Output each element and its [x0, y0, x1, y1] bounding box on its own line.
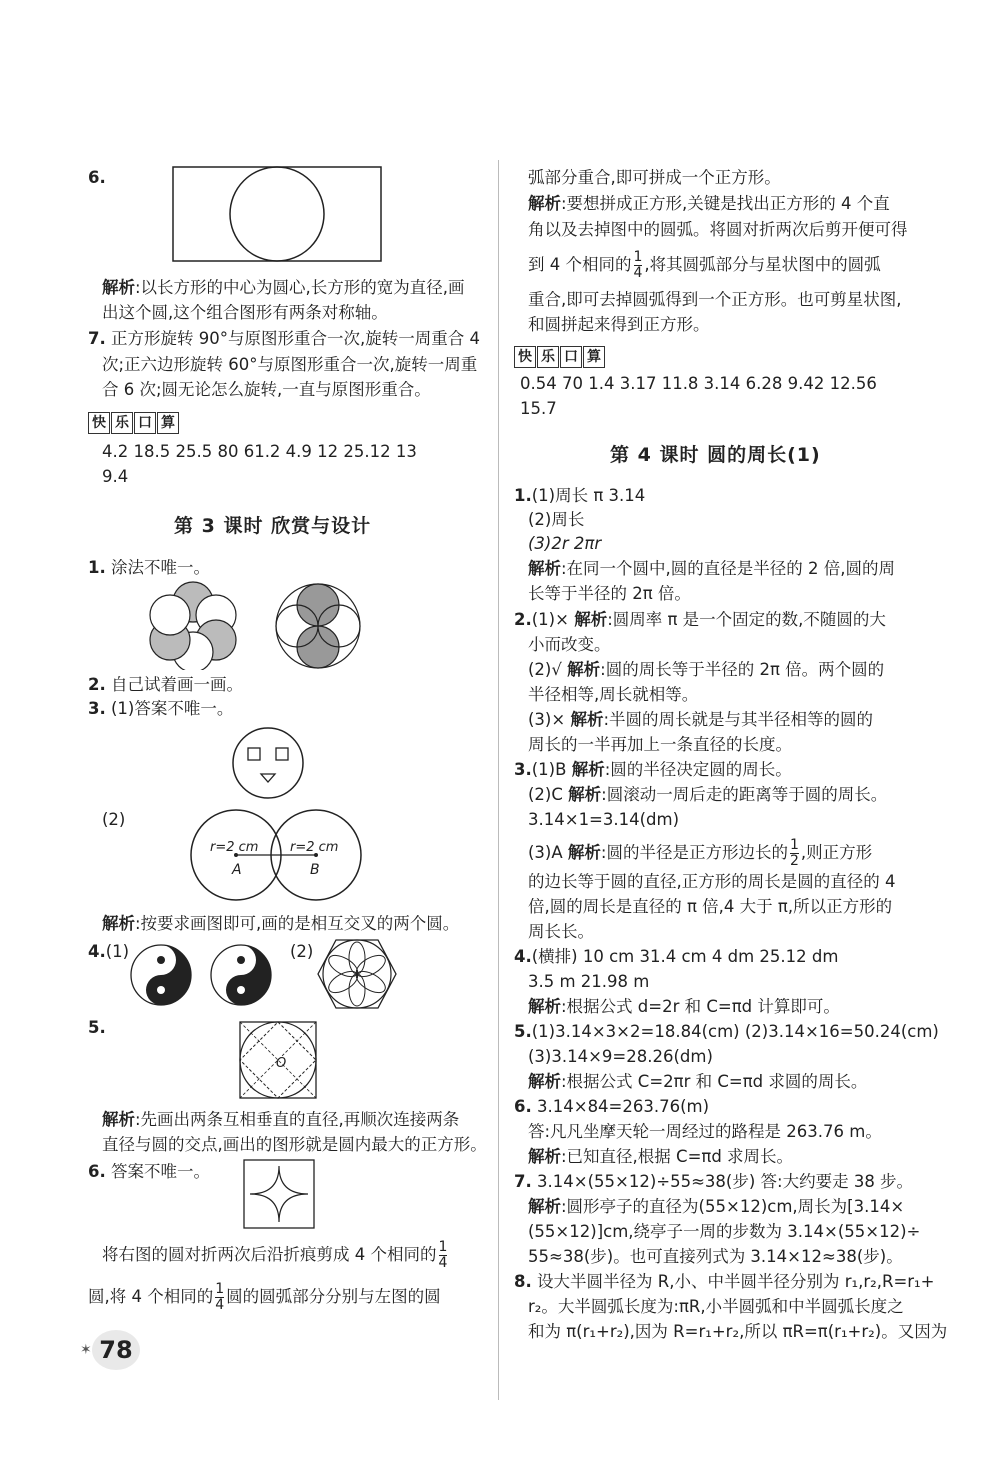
answer-line: 7. 正方形旋转 90°与原图形重合一次,旋转一周重合 4: [88, 329, 480, 348]
analysis-line: 55≈38(步)。也可直接列式为 3.14×12≈38(步)。: [528, 1247, 903, 1266]
question-number: 6.: [88, 168, 106, 187]
mental-math-label: 快 乐 口 算: [514, 346, 606, 368]
answer-line: 4.(1): [88, 942, 130, 961]
point-label-a: A: [232, 862, 242, 878]
answer-line: 3.14×1=3.14(dm): [528, 810, 680, 829]
hexagon-flower-figure: [316, 936, 398, 1012]
answer-line: 将右图的圆对折两次后沿折痕剪成 4 个相同的 $\frac{1}{4}$: [102, 1239, 448, 1271]
analysis-line: 角以及去掉图中的圆弧。将圆对折两次后剪开便可得: [528, 220, 908, 239]
answer-line: (3)A 解析:圆的半径是正方形边长的 $\frac{1}{2}$ ,则正方形: [528, 837, 873, 869]
answer-line: 6. 3.14×84=263.76(m): [514, 1097, 710, 1116]
analysis-line: 解析:根据公式 C=2πr 和 C=πd 求圆的周长。: [528, 1072, 868, 1091]
answer-line: (2)√ 解析:圆的周长等于半径的 2π 倍。两个圆的: [528, 660, 885, 679]
answer-line: 周长长。: [528, 922, 594, 941]
answer-line: 4.(横排) 10 cm 31.4 cm 4 dm 25.12 dm: [514, 947, 839, 966]
answer-line: 周长的一半再加上一条直径的长度。: [528, 735, 792, 754]
fraction: $\frac{1}{4}$: [633, 249, 643, 281]
analysis-line: 直径与圆的交点,画出的图形就是圆内最大的正方形。: [102, 1135, 487, 1154]
mental-math-answers: 15.7: [520, 399, 557, 418]
mental-math-answers: 4.2 18.5 25.5 80 61.2 4.9 12 25.12 13: [102, 442, 417, 461]
point-label-b: B: [310, 862, 320, 878]
analysis-line: 重合,即可去掉圆弧得到一个正方形。也可剪星状图,: [528, 290, 902, 309]
fraction: $\frac{1}{2}$: [789, 837, 799, 869]
radius-label: r=2 cm: [210, 840, 259, 855]
answer-line: (3)× 解析:半圆的周长就是与其半径相等的圆的: [528, 710, 874, 729]
face-figure: [228, 726, 308, 800]
answer-line: 弧部分重合,即可拼成一个正方形。: [528, 168, 781, 187]
analysis-line: 长等于半径的 2π 倍。: [528, 584, 691, 603]
yin-yang-figure: [128, 940, 278, 1010]
analysis-line: 出这个圆,这个组合图形有两条对称轴。: [102, 303, 388, 322]
analysis-line: 解析:已知直径,根据 C=πd 求周长。: [528, 1147, 794, 1166]
analysis-line: 解析:以长方形的中心为圆心,长方形的宽为直径,画: [102, 278, 465, 297]
analysis-line: 解析:要想拼成正方形,关键是找出正方形的 4 个直: [528, 194, 890, 213]
answer-line: 圆,将 4 个相同的 $\frac{1}{4}$ 圆的圆弧部分分别与左图的圆: [88, 1281, 441, 1313]
answer-line: (2)周长: [528, 510, 585, 529]
answer-line: 倍,圆的周长是直径的 π 倍,4 大于 π,所以正方形的: [528, 897, 893, 916]
answer-line: 2.(1)× 解析:圆周率 π 是一个固定的数,不随圆的大: [514, 610, 886, 629]
analysis-line: 解析:按要求画图即可,画的是相互交叉的两个圆。: [102, 914, 460, 933]
answer-line: 7. 3.14×(55×12)÷55≈38(步) 答:大约要走 38 步。: [514, 1172, 914, 1191]
answer-line: 8. 设大半圆半径为 R,小、中半圆半径分别为 r₁,r₂,R=r₁+: [514, 1272, 935, 1291]
answer-line: 次;正六边形旋转 60°与原图形重合一次,旋转一周重: [102, 355, 478, 374]
answer-line: 2. 自己试着画一画。: [88, 675, 243, 694]
lesson-title: 第 4 课时 圆的周长(1): [610, 444, 821, 466]
analysis-line: 解析:先画出两条互相垂直的直径,再顺次连接两条: [102, 1110, 460, 1129]
radius-label: r=2 cm: [290, 840, 339, 855]
analysis-line: 解析:圆形亭子的直径为(55×12)cm,周长为[3.14×: [528, 1197, 905, 1216]
answer-line: 5.(1)3.14×3×2=18.84(cm) (2)3.14×16=50.24(cm): [514, 1022, 939, 1041]
analysis-line: 解析:根据公式 d=2r 和 C=πd 计算即可。: [528, 997, 840, 1016]
analysis-line: 和圆拼起来得到正方形。: [528, 315, 710, 334]
answer-line: 1.(1)周长 π 3.14: [514, 486, 646, 505]
answer-line: 3.(1)B 解析:圆的半径决定圆的周长。: [514, 760, 792, 779]
answer-line: 和为 π(r₁+r₂),因为 R=r₁+r₂,所以 πR=π(r₁+r₂)。又因为: [528, 1322, 948, 1341]
analysis-line: 解析:在同一个圆中,圆的直径是半径的 2 倍,圆的周: [528, 559, 896, 578]
answer-line: 1. 涂法不唯一。: [88, 558, 210, 577]
page-number: 78: [92, 1330, 140, 1370]
mental-math-label: 快 乐 口 算: [88, 412, 180, 434]
answer-line: 半径相等,周长就相等。: [528, 685, 699, 704]
analysis-line: (55×12)]cm,绕亭子一周的步数为 3.14×(55×12)÷: [528, 1222, 921, 1241]
rectangle-circle-figure: [172, 166, 382, 262]
answer-line: 3.5 m 21.98 m: [528, 972, 650, 991]
mental-math-answers: 0.54 70 1.4 3.17 11.8 3.14 6.28 9.42 12.56: [520, 374, 877, 393]
answer-line: (3)3.14×9=28.26(dm): [528, 1047, 713, 1066]
answer-line: 小而改变。: [528, 635, 611, 654]
sub-label: (2): [290, 942, 314, 961]
fraction: $\frac{1}{4}$: [438, 1239, 448, 1271]
sub-label: (2): [102, 810, 126, 829]
flower-patterns-figure: [148, 580, 398, 670]
star-icon: ✶: [80, 1342, 92, 1358]
star-shape-figure: [242, 1158, 316, 1230]
answer-line: (2)C 解析:圆滚动一周后走的距离等于圆的周长。: [528, 785, 888, 804]
question-number: 5.: [88, 1018, 106, 1037]
center-label: O: [276, 1056, 287, 1071]
analysis-line: 到 4 个相同的 $\frac{1}{4}$ ,将其圆弧部分与星状图中的圆弧: [528, 249, 881, 281]
column-divider: [498, 160, 499, 1400]
answer-line: 答:凡凡坐摩天轮一周经过的路程是 263.76 m。: [528, 1122, 882, 1141]
answer-line: 的边长等于圆的直径,正方形的周长是圆的直径的 4: [528, 872, 896, 891]
answer-line: 6. 答案不唯一。: [88, 1162, 210, 1181]
answer-line: 合 6 次;圆无论怎么旋转,一直与原图形重合。: [102, 380, 431, 399]
lesson-title: 第 3 课时 欣赏与设计: [174, 515, 372, 537]
answer-line: 3. (1)答案不唯一。: [88, 699, 234, 718]
fraction: $\frac{1}{4}$: [215, 1281, 225, 1313]
answer-line: r₂。大半圆弧长度为:πR,小半圆弧和中半圆弧长度之: [528, 1297, 904, 1316]
answer-line: (3)2r 2πr: [528, 534, 602, 553]
mental-math-answers: 9.4: [102, 467, 129, 486]
